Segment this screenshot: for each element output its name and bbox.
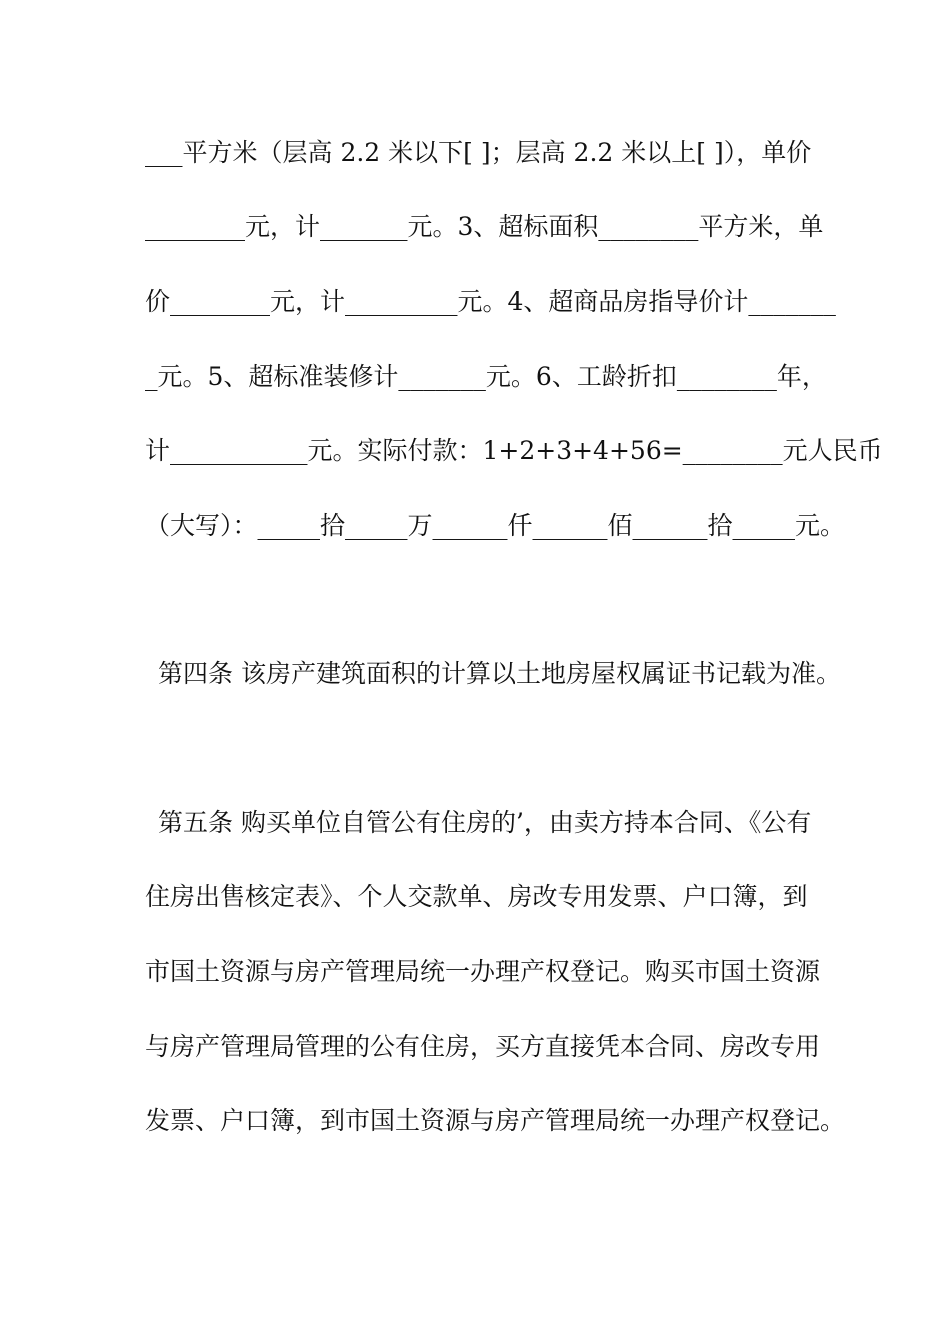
text-line: _元。5、超标准装修计_______元。6、工龄折扣________年， [145, 362, 827, 391]
article-4-paragraph: 第四条 该房产建筑面积的计算以土地房屋权属证书记载为准。 [158, 659, 841, 688]
text-line: ___平方米（层高 2.2 米以下[ ]；层高 2.2 米以上[ ]），单价 [145, 138, 812, 167]
article-5-line: 第五条 购买单位自管公有住房的’，由卖方持本合同、《公有 [158, 808, 812, 837]
text-line: 价________元，计_________元。4、超商品房指导价计_______ [145, 287, 836, 316]
article-5-line: 市国土资源与房产管理局统一办理产权登记。购买市国土资源 [145, 957, 821, 986]
article-5-line: 与房产管理局管理的公有住房，买方直接凭本合同、房改专用 [145, 1032, 821, 1061]
text-line: 计___________元。实际付款：1+2+3+4+56=________元人民币 [145, 436, 883, 465]
article-5-line: 发票、户口簿，到市国土资源与房产管理局统一办理产权登记。 [145, 1106, 846, 1135]
article-5-line: 住房出售核定表》、个人交款单、房改专用发票、户口簿，到 [145, 882, 808, 911]
text-line: （大写）：_____拾_____万______仟______佰______拾_____元。 [145, 511, 846, 540]
text-line: ________元，计_______元。3、超标面积________平方米，单 [145, 212, 824, 241]
